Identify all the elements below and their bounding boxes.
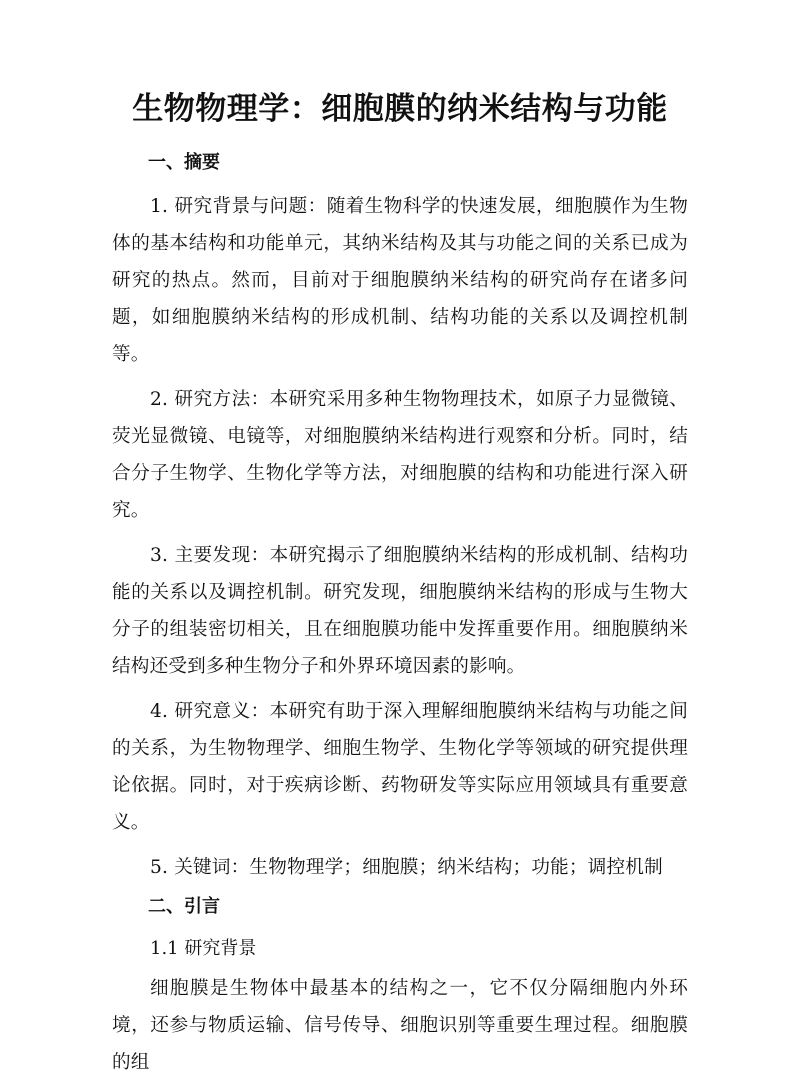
subsection-heading-research-background: 1.1 研究背景: [150, 938, 257, 959]
abstract-paragraph-findings: 3. 主要发现：本研究揭示了细胞膜纳米结构的形成机制、结构功能的关系以及调控机制。研究发现，细胞膜纳米结构的形成与生物大分子的组装密切相关，且在细胞膜功能中发挥重要作用。细胞膜纳米结构还受到多种生物分子和外界环境因素的影响。: [112, 545, 688, 677]
abstract-paragraph-keywords: 5. 关键词：生物物理学；细胞膜；纳米结构；功能；调控机制: [150, 857, 663, 878]
document-title: 生物物理学：细胞膜的纳米结构与功能: [132, 91, 668, 127]
section-heading-abstract: 一、摘要: [148, 152, 220, 173]
abstract-paragraph-significance: 4. 研究意义：本研究有助于深入理解细胞膜纳米结构与功能之间的关系，为生物物理学、细胞生物学、生物化学等领域的研究提供理论依据。同时，对于疾病诊断、药物研发等实际应用领域具有重要意义。: [112, 701, 688, 833]
abstract-paragraph-methods: 2. 研究方法：本研究采用多种生物物理技术，如原子力显微镜、荧光显微镜、电镜等，对细胞膜纳米结构进行观察和分析。同时，结合分子生物学、生物化学等方法，对细胞膜的结构和功能进行深入研究。: [112, 389, 688, 521]
section-heading-introduction: 二、引言: [148, 896, 220, 917]
abstract-paragraph-background: 1. 研究背景与问题：随着生物科学的快速发展，细胞膜作为生物体的基本结构和功能单元，其纳米结构及其与功能之间的关系已成为研究的热点。然而，目前对于细胞膜纳米结构的研究尚存在诸多问题，如细胞膜纳米结构的形成机制、结构功能的关系以及调控机制等。: [112, 196, 688, 365]
document-content: [112, 88, 688, 1089]
introduction-paragraph: 细胞膜是生物体中最基本的结构之一，它不仅分隔细胞内外环境，还参与物质运输、信号传导、细胞识别等重要生理过程。细胞膜的组: [112, 978, 688, 1073]
